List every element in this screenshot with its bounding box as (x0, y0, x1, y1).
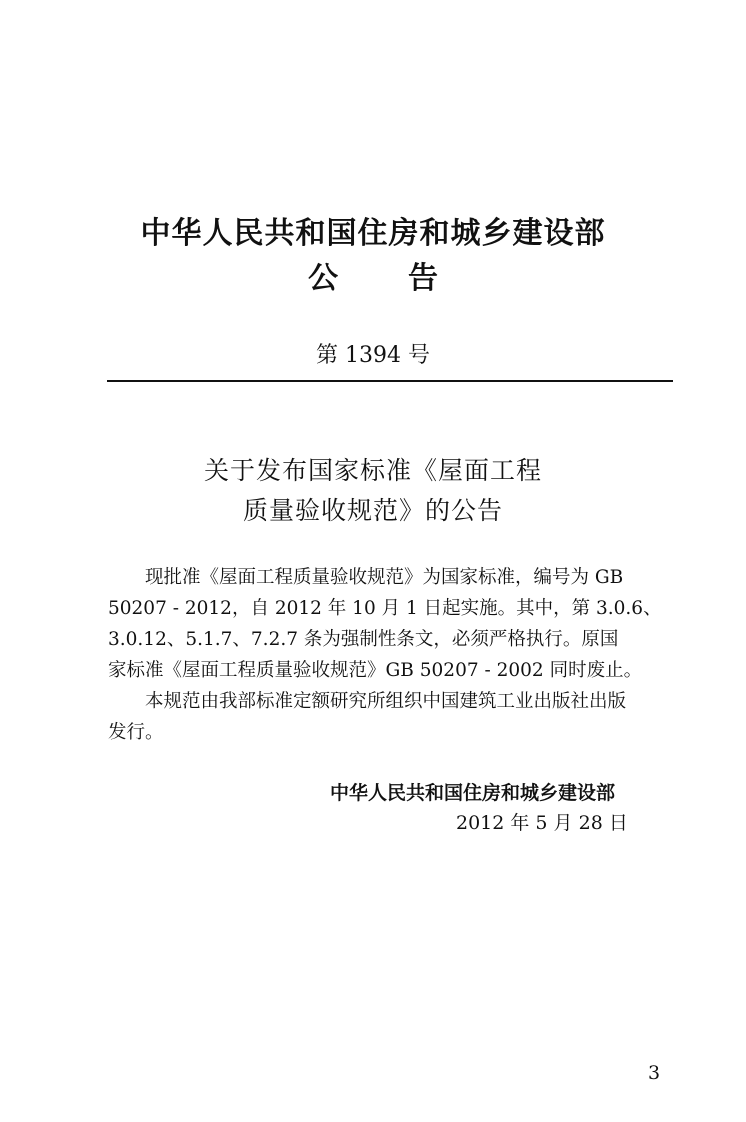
body-line-1: 现批准《屋面工程质量验收规范》为国家标准，编号为 GB (108, 567, 624, 588)
signature-organization: 中华人民共和国住房和城乡建设部 (330, 782, 616, 804)
body-line-5: 本规范由我部标准定额研究所组织中国建筑工业出版社出版 (108, 691, 627, 712)
subject-line-1: 关于发布国家标准《屋面工程 (203, 456, 542, 485)
body-line-4: 家标准《屋面工程质量验收规范》GB 50207 - 2002 同时废止。 (108, 660, 643, 681)
header-divider (107, 380, 673, 382)
announcement-number: 第 1394 号 (316, 343, 430, 368)
ministry-title: 中华人民共和国住房和城乡建设部 (140, 216, 606, 251)
signature-date: 2012 年 5 月 28 日 (456, 812, 628, 834)
announcement-title: 公告 (308, 261, 508, 296)
body-line-6: 发行。 (108, 722, 164, 743)
body-line-2: 50207 - 2012，自 2012 年 10 月 1 日起实施。其中，第 3.0.6、 (108, 598, 662, 619)
page-number: 3 (648, 1062, 661, 1084)
body-line-3: 3.0.12、5.1.7、7.2.7 条为强制性条文，必须严格执行。原国 (108, 629, 619, 650)
subject-line-2: 质量验收规范》的公告 (242, 496, 503, 525)
